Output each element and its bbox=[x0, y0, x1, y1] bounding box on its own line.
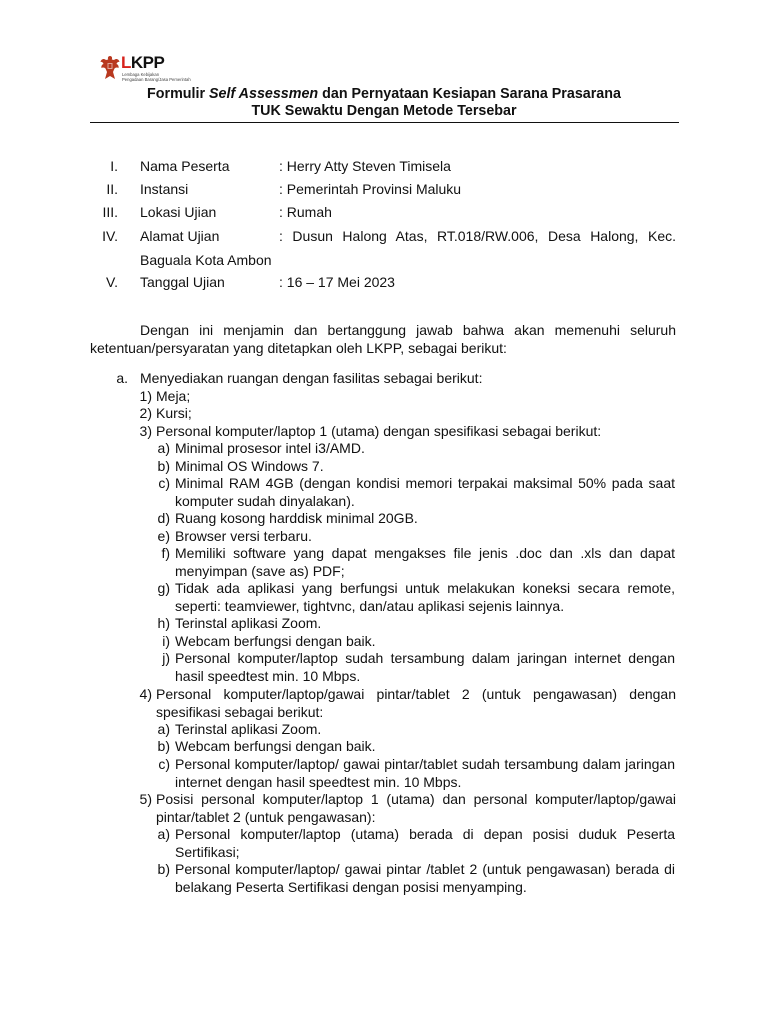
document-body: Dengan ini menjamin dan bertanggung jawab bahwa akan memenuhi seluruh ketentuan/persyaratan yang ditetapkan oleh LKPP, sebagai berikut: a. Menyediakan ruangan dengan fasilitas sebagai berikut: 1) Meja; 2) Kursi; 3) Personal komputer/laptop 1 (utama) dengan spesifikasi sebagai berikut: a) Minimal prosesor intel i3/AMD. b) Minimal OS Windows 7. c) Minimal RAM 4GB (dengan kondisi memori terpakai maksimal 50% pada saat komputer sudah dinyalakan). d) Ruang kosong harddisk minimal 20GB. e) Browser versi terbaru. f) Memiliki software yang dapat mengakses file jenis .doc dan .xls dan dapat menyimpan (save as) PDF; g) Tidak ada aplikasi yang berfungsi untuk melakukan koneksi secara remote, seperti: teamviewer, tightvnc, dan/atau aplikasi sejenis lainnya. h) Terinstal aplikasi Zoom. i) Webcam berfungsi dengan baik. j) Personal komputer/laptop sudah tersambung dalam jaringan internet dengan hasil speedtest min. 10 Mbps. 4) Personal komputer/laptop/gawai pintar/tablet 2 (untuk pengawasan) dengan spesifikasi sebagai berikut: a) Terinstal aplikasi Zoom. b) Webcam berfungsi dengan baik. c) Personal komputer/laptop/ gawai pintar/tablet sudah tersambung dalam jaringan internet dengan hasil speedtest min. 10 Mbps. 5) Posisi personal komputer/laptop 1 (utama) dan personal komputer/laptop/gawai pintar/tablet 2 (untuk pengawasan): a) Personal komputer/laptop (utama) berada di depan posisi duduk Peserta Sertifikasi; b) Personal komputer/laptop/ gawai pintar /tablet 2 (untuk pengawasan) berada di belakang Peserta Sertifikasi dengan posisi menyamping. bbox=[90, 322, 676, 895]
identity-row-name: I. Nama Peserta : Herry Atty Steven Timisela bbox=[110, 158, 451, 174]
logo-subtitle: Lembaga Kebijakan Pengadaan Barang/Jasa Pemerintah bbox=[122, 72, 191, 82]
intro-paragraph: Dengan ini menjamin dan bertanggung jawab bahwa akan memenuhi seluruh ketentuan/persyaratan yang ditetapkan oleh LKPP, sebagai berikut: bbox=[90, 322, 676, 356]
lkpp-logo bbox=[100, 52, 200, 86]
identity-row-location: III. Lokasi Ujian : Rumah bbox=[102, 204, 332, 220]
title-line-2: TUK Sewaktu Dengan Metode Tersebar bbox=[251, 103, 517, 119]
document-title bbox=[90, 86, 678, 120]
logo-wordmark: LKPP bbox=[121, 53, 165, 72]
title-divider bbox=[90, 122, 679, 123]
garuda-emblem-icon bbox=[100, 54, 120, 82]
identity-row-institution: II. Instansi : Pemerintah Provinsi Maluku bbox=[106, 181, 462, 197]
identity-row-address: IV. Alamat Ujian : Dusun Halong Atas, RT.018/RW.006, Desa Halong, Kec. Baguala Kota Ambon bbox=[102, 228, 676, 268]
title-line-1: Formulir Self Assessmen dan Pernyataan Kesiapan Sarana Prasarana bbox=[147, 86, 621, 102]
identity-row-date: V. Tanggal Ujian : 16 – 17 Mei 2023 bbox=[106, 274, 395, 290]
